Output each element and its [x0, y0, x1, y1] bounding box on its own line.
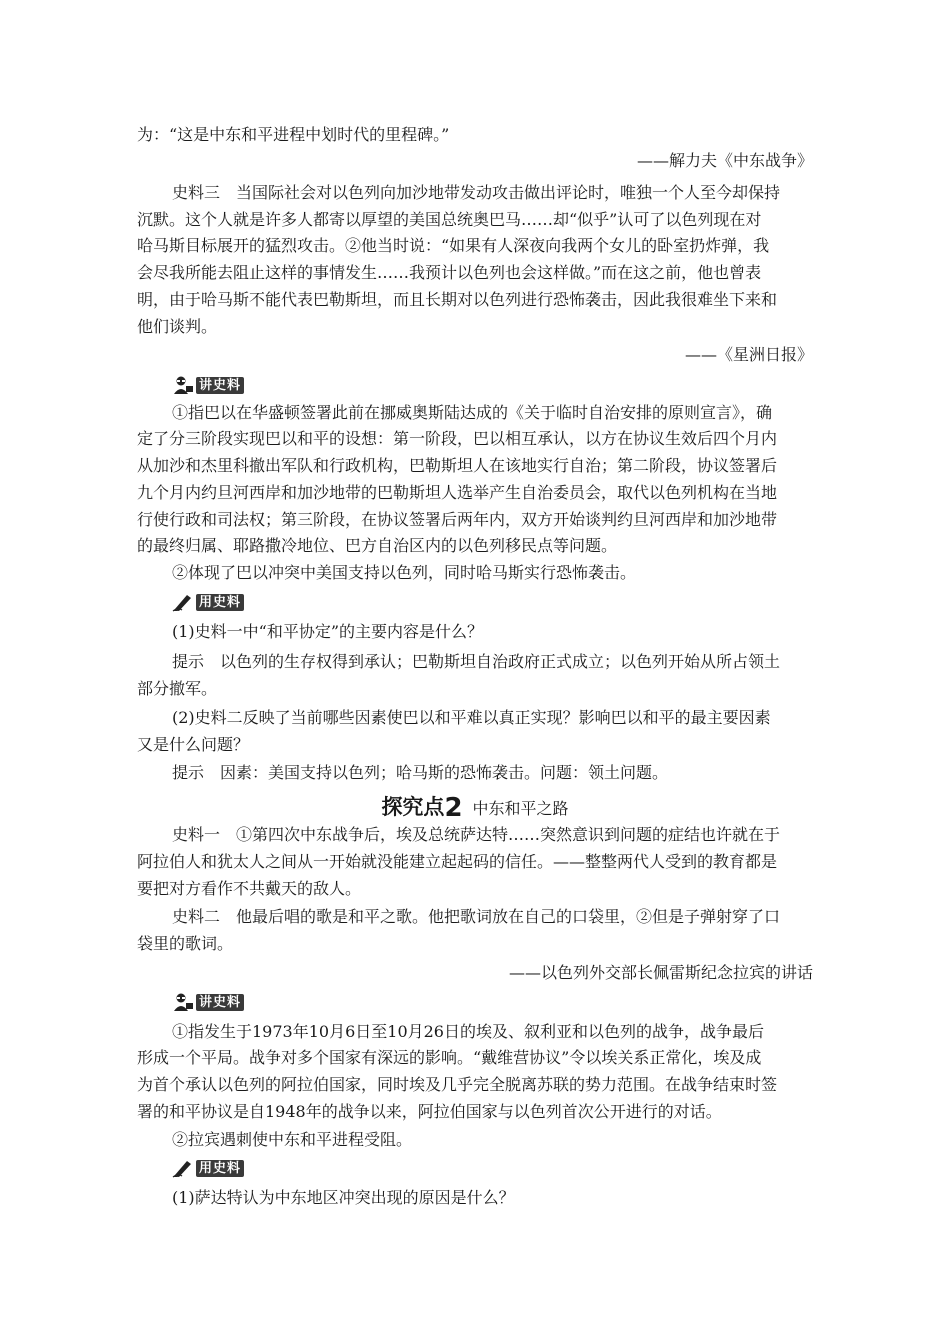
use-material-tag — [172, 1157, 244, 1179]
paragraph-line: 阿拉伯人和犹太人之间从一开始就没能建立起起码的信任。——整整两代人受到的教育都是 — [137, 852, 778, 871]
source-citation: ——《星洲日报》 — [684, 345, 813, 364]
teacher-icon — [172, 992, 194, 1012]
section-heading — [0, 791, 950, 823]
paragraph-line: 行使行政和司法权；第三阶段，在协议签署后两年内，双方开始谈判约旦河西岸和加沙地带 — [137, 510, 778, 529]
section-subtitle: 中东和平之路 — [472, 799, 569, 818]
section-title: 探究点 — [381, 795, 445, 819]
paragraph-line: ①指发生于1973年10月6日至10月26日的埃及、叙利亚和以色列的战争，战争最后 — [172, 1022, 764, 1041]
paragraph-line: 明，由于哈马斯不能代表巴勒斯坦，而且长期对以色列进行恐怖袭击，因此我很难坐下来和 — [137, 290, 778, 309]
explain-material-tag — [172, 991, 244, 1013]
question-line: (2)史料二反映了当前哪些因素使巴以和平难以真正实现？影响巴以和平的最主要因素 — [172, 708, 771, 727]
hint-line: 提示 因素：美国支持以色列；哈马斯的恐怖袭击。问题：领土问题。 — [172, 763, 669, 782]
paragraph-line: 署的和平协议是自1948年的战争以来，阿拉伯国家与以色列首次公开进行的对话。 — [137, 1102, 722, 1121]
paragraph-line: 袋里的歌词。 — [137, 934, 234, 953]
paragraph-line: 史料一 ①第四次中东战争后，埃及总统萨达特……突然意识到问题的症结也许就在于 — [172, 825, 781, 844]
pen-icon — [172, 1158, 194, 1178]
paragraph-line: 他们谈判。 — [137, 317, 218, 336]
paragraph-line: 的最终归属、耶路撒冷地位、巴方自治区内的以色列移民点等问题。 — [137, 536, 618, 555]
question-line: (1)史料一中“和平协定”的主要内容是什么？ — [172, 622, 484, 641]
paragraph-line: ②体现了巴以冲突中美国支持以色列，同时哈马斯实行恐怖袭击。 — [172, 563, 637, 582]
hint-line: 提示 以色列的生存权得到承认；巴勒斯坦自治政府正式成立；以色列开始从所占领土 — [172, 652, 781, 671]
paragraph-line: 从加沙和杰里科撤出军队和行政机构，巴勒斯坦人在该地实行自治；第二阶段，协议签署后 — [137, 456, 778, 475]
use-material-label: 用史料 — [196, 594, 244, 611]
paragraph-line: 会尽我所能去阻止这样的事情发生……我预计以色列也会这样做。”而在这之前，他也曾表 — [137, 263, 762, 282]
section-number: 2 — [444, 793, 463, 823]
paragraph-line: 九个月内约旦河西岸和加沙地带的巴勒斯坦人选举产生自治委员会，取代以色列机构在当地 — [137, 483, 778, 502]
source-citation: ——以色列外交部长佩雷斯纪念拉宾的讲话 — [508, 963, 813, 982]
question-line: 又是什么问题？ — [137, 735, 250, 754]
paragraph-line: 沉默。这个人就是许多人都寄以厚望的美国总统奥巴马……却“似乎”认可了以色列现在对 — [137, 210, 762, 229]
use-material-label: 用史料 — [196, 1160, 244, 1177]
source-citation: ——解力夫《中东战争》 — [636, 151, 813, 170]
paragraph-line: 定了分三阶段实现巴以和平的设想：第一阶段，巴以相互承认，以方在协议生效后四个月内 — [137, 429, 778, 448]
explain-material-label: 讲史料 — [196, 994, 244, 1011]
hint-line: 部分撤军。 — [137, 679, 218, 698]
paragraph-line: 为首个承认以色列的阿拉伯国家，同时埃及几乎完全脱离苏联的势力范围。在战争结束时签 — [137, 1075, 778, 1094]
question-line: (1)萨达特认为中东地区冲突出现的原因是什么？ — [172, 1188, 515, 1207]
explain-material-label: 讲史料 — [196, 377, 244, 394]
paragraph-line: 形成一个平局。战争对多个国家有深远的影响。“戴维营协议”令以埃关系正常化，埃及成 — [137, 1048, 762, 1067]
paragraph-line: 史料三 当国际社会对以色列向加沙地带发动攻击做出评论时，唯独一个人至今却保持 — [172, 183, 781, 202]
paragraph-line: 哈马斯目标展开的猛烈攻击。②他当时说：“如果有人深夜向我两个女儿的卧室扔炸弹，我 — [137, 236, 770, 255]
paragraph-line: 史料二 他最后唱的歌是和平之歌。他把歌词放在自己的口袋里，②但是子弹射穿了口 — [172, 907, 781, 926]
paragraph-line: 为：“这是中东和平进程中划时代的里程碑。” — [137, 125, 450, 144]
paragraph-line: ①指巴以在华盛顿签署此前在挪威奥斯陆达成的《关于临时自治安排的原则宣言》，确 — [172, 403, 773, 422]
pen-icon — [172, 592, 194, 612]
explain-material-tag — [172, 374, 244, 396]
paragraph-line: 要把对方看作不共戴天的敌人。 — [137, 879, 362, 898]
use-material-tag — [172, 591, 244, 613]
paragraph-line: ②拉宾遇刺使中东和平进程受阻。 — [172, 1130, 413, 1149]
teacher-icon — [172, 375, 194, 395]
